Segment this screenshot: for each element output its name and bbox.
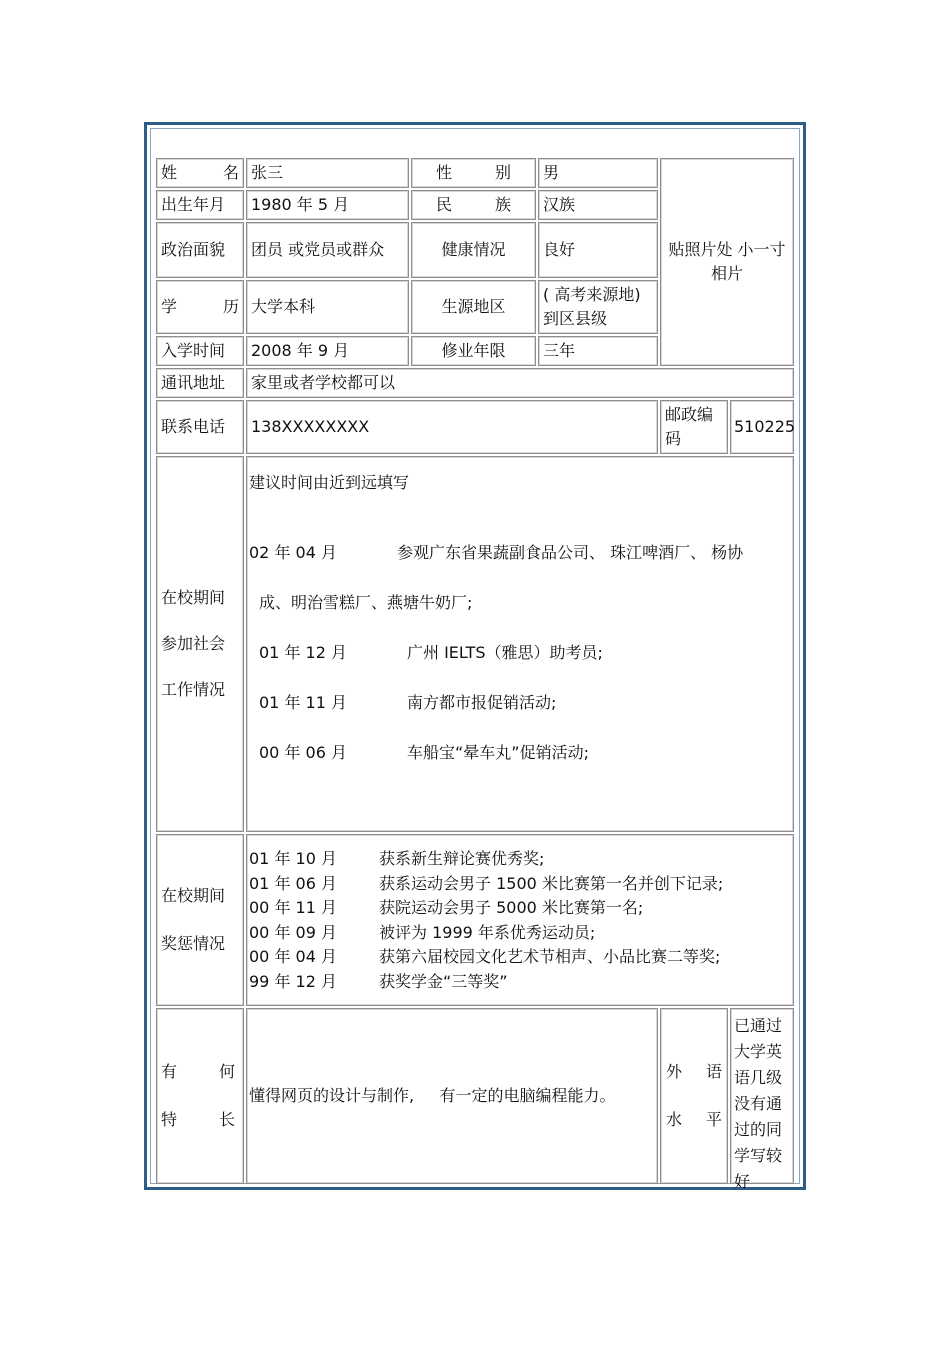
value-ethnicity: 汉族 [538,190,658,220]
value-education: 大学本科 [246,280,409,334]
label-duration: 修业年限 [411,336,536,366]
award-item: 01 年 06 月 获系运动会男子 1500 米比赛第一名并创下记录; [249,873,724,893]
label-political: 政治面貌 [156,222,244,278]
value-origin: ( 高考来源地) 到区县级 [538,280,658,334]
label-gender: 性 别 [411,158,536,188]
label-social-work: 在校期间 参加社会 工作情况 [156,456,244,832]
value-phone: 138XXXXXXXX [246,400,658,454]
value-address: 家里或者学校都可以 [246,368,794,398]
social-work-item: 00 年 06 月 车船宝“晕车丸”促销活动; [259,743,589,762]
value-name: 张三 [246,158,409,188]
label-enroll: 入学时间 [156,336,244,366]
award-item: 00 年 04 月 获第六届校园文化艺术节相声、小品比赛二等奖; [249,947,721,966]
label-ethnicity: 民 族 [411,190,536,220]
label-specialty: 有 何 特 长 [156,1008,244,1184]
award-item: 99 年 12 月 获奖学金“三等奖” [249,971,508,991]
photo-placeholder: 贴照片处 小一寸相片 [660,158,794,366]
value-birth: 1980 年 5 月 [246,190,409,220]
award-item: 00 年 09 月 被评为 1999 年系优秀运动员; [249,922,596,942]
label-education: 学 历 [156,280,244,334]
label-health: 健康情况 [411,222,536,278]
value-social-work [246,456,794,832]
social-work-item: 01 年 12 月 广州 IELTS（雅思）助考员; [259,643,603,662]
value-political: 团员 或党员或群众 [246,222,409,278]
value-language: 已通过大学英语几级没有通过的同学写较好 [730,1008,794,1184]
label-name: 姓 名 [156,158,244,188]
value-specialty: 懂得网页的设计与制作, 有一定的电脑编程能力。 [246,1008,658,1184]
value-enroll: 2008 年 9 月 [246,336,409,366]
social-work-item: 01 年 11 月 南方都市报促销活动; [259,693,557,712]
value-awards [246,834,794,1006]
label-awards: 在校期间 奖惩情况 [156,834,244,1006]
label-address: 通讯地址 [156,368,244,398]
value-duration: 三年 [538,336,658,366]
value-gender: 男 [538,158,658,188]
label-postcode: 邮政编码 [660,400,728,454]
award-item: 00 年 11 月 获院运动会男子 5000 米比赛第一名; [249,898,644,917]
label-origin: 生源地区 [411,280,536,334]
label-phone: 联系电话 [156,400,244,454]
value-postcode: 510225 [730,400,794,454]
social-work-note: 建议时间由近到远填写 [249,473,410,492]
value-health: 良好 [538,222,658,278]
social-work-item: 成、明治雪糕厂、燕塘牛奶厂; [259,593,473,612]
label-birth: 出生年月 [156,190,244,220]
social-work-item: 02 年 04 月 参观广东省果蔬副食品公司、 珠江啤酒厂、 杨协 [249,543,744,562]
label-language: 外 语 水 平 [660,1008,728,1184]
award-item: 01 年 10 月 获系新生辩论赛优秀奖; [249,849,545,868]
